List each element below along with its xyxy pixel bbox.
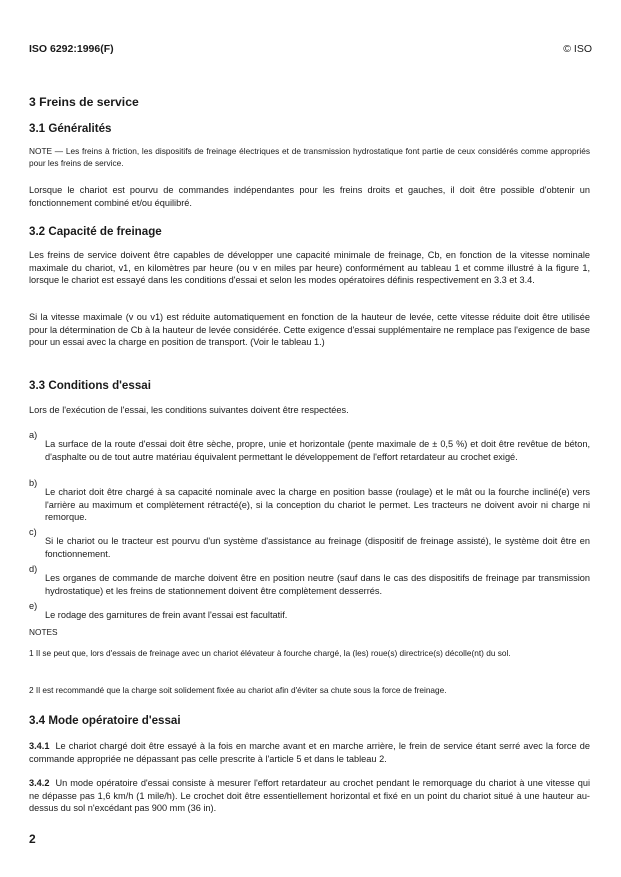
condition-item-label: b) bbox=[29, 478, 38, 488]
document-standard-id: ISO 6292:1996(F) bbox=[29, 43, 114, 55]
section-3-3-intro: Lors de l'exécution de l'essai, les conditions suivantes doivent être respectées. bbox=[29, 405, 349, 415]
clause-3-4-2 bbox=[29, 777, 590, 815]
clause-text: Un mode opératoire d'essai consiste à mesurer l'effort retardateur au crochet pendant le remorquage du chariot à une vitesse qui ne dépasse pas 1,6 km/h (1 mile/h). Le crochet doit être essentiellement horizontal et fixé en un point du chariot situé à une hauteur au-dessus du sol n'excédant pas 900 mm (36 in). bbox=[29, 778, 590, 813]
condition-item-label: d) bbox=[29, 564, 38, 574]
section-3-4-title: 3.4 Mode opératoire d'essai bbox=[29, 714, 181, 727]
clause-text: Le chariot chargé doit être essayé à la fois en marche avant et en marche arrière, le frein de service étant serré avec la force de commande appropriée ne dépassant pas celle prescrite à l'article 5 et dans le tableau 2. bbox=[29, 741, 590, 764]
section-3-2-paragraph-2: Si la vitesse maximale (v ou v1) est réduite automatiquement en fonction de la hauteur de levée, cette vitesse réduite doit être utilisée pour la détermination de Cb à la hauteur de levée considérée. Cette exigence d'essai supplémentaire ne remplace pas l'exigence de base pour un essai avec la charge en position de transport. (Voir le tableau 1.) bbox=[29, 312, 590, 347]
note-2: 2 Il est recommandé que la charge soit solidement fixée au chariot afin d'éviter sa chute sous la force de freinage. bbox=[29, 685, 447, 695]
section-3-1-paragraph: Lorsque le chariot est pourvu de commandes indépendantes pour les freins droits et gauches, il doit être possible d'obtenir un fonctionnement combiné et/ou équilibré. bbox=[29, 185, 590, 208]
section-3-2-title: 3.2 Capacité de freinage bbox=[29, 225, 162, 238]
section-3-title: 3 Freins de service bbox=[29, 95, 139, 109]
condition-item-text: Le rodage des garnitures de frein avant l'essai est facultatif. bbox=[45, 610, 288, 621]
condition-item-b bbox=[29, 477, 590, 533]
section-3-1-title: 3.1 Généralités bbox=[29, 122, 112, 135]
note-1: 1 Il se peut que, lors d'essais de freinage avec un chariot élévateur à fourche chargé, la (les) roue(s) directrice(s) décolle(nt) du sol. bbox=[29, 648, 511, 658]
clause-number: 3.4.2 bbox=[29, 778, 50, 788]
condition-item-label: e) bbox=[29, 601, 38, 611]
condition-item-label: c) bbox=[29, 527, 37, 537]
clause-3-4-1 bbox=[29, 740, 590, 765]
section-3-1-note: NOTE — Les freins à friction, les dispositifs de freinage électriques et de transmission hydrostatique font partie de ceux considérés comme appropriés pour les freins de service. bbox=[29, 146, 590, 168]
condition-item-a bbox=[29, 429, 590, 472]
page-number: 2 bbox=[29, 832, 36, 846]
clause-number: 3.4.1 bbox=[29, 741, 50, 751]
condition-item-text: Les organes de commande de marche doivent être en position neutre (sauf dans le cas des dispositifs de freinage par transmission hydrostatique) et les freins de stationnement doivent être complètement desserrés. bbox=[45, 573, 590, 596]
condition-item-label: a) bbox=[29, 430, 38, 440]
condition-item-text: La surface de la route d'essai doit être sèche, propre, unie et horizontale (pente maximale de ± 0,5 %) et doit être revêtue de béton, d'asphalte ou de tout autre matériau équivalent permettant le développement de l'effort retardateur au crochet exigé. bbox=[45, 439, 590, 462]
section-3-3-title: 3.3 Conditions d'essai bbox=[29, 379, 151, 392]
notes-heading: NOTES bbox=[29, 627, 58, 637]
condition-item-text: Si le chariot ou le tracteur est pourvu d'un système d'assistance au freinage (dispositif de freinage assisté), le système doit être en fonctionnement. bbox=[45, 536, 590, 559]
copyright-mark: © ISO bbox=[563, 43, 592, 55]
section-3-2-paragraph-1: Les freins de service doivent être capables de développer une capacité minimale de freinage, Cb, en fonction de la vitesse nominale maximale du chariot, v1, en kilomètres par heure (ou v en miles par heure) conformément au tableau 1 et comme illustré à la figure 1, lorsque le chariot est essayé dans les conditions d'essai et selon les modes opératoires définis respectivement en 3.3 et 3.4. bbox=[29, 250, 590, 285]
condition-item-text: Le chariot doit être chargé à sa capacité nominale avec la charge en position basse (roulage) et le mât ou la fourche incliné(e) vers l'arrière au maximum et complètement rétracté(e), si la conception du chariot le permet. Les tracteurs ne doivent avoir ni charge ni remorque. bbox=[45, 487, 590, 523]
